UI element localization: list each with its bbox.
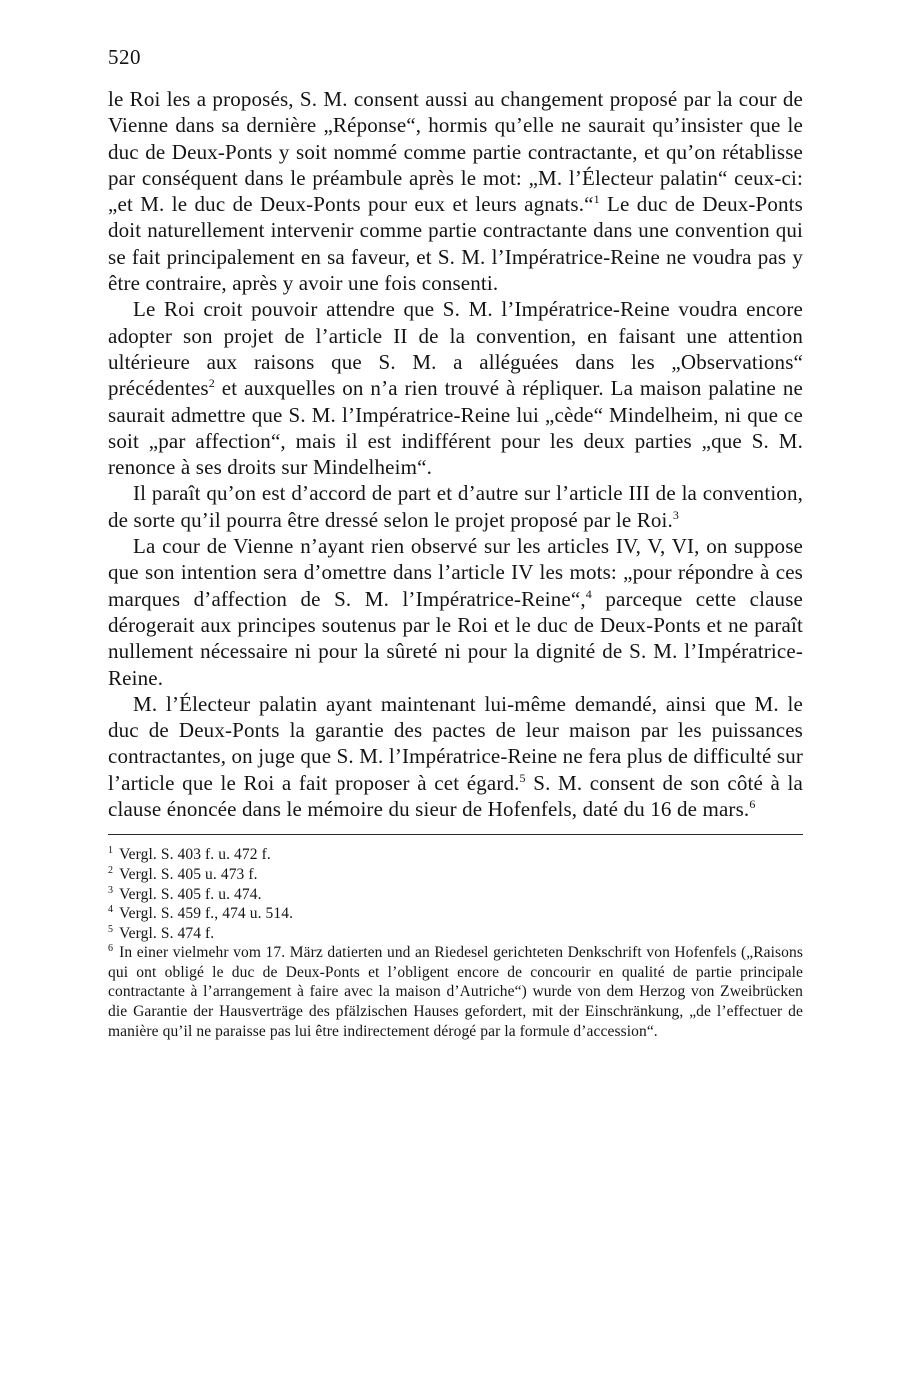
text-segment: S. M. consent de son côté à la clause énoncée dans le mémoire du sieur de Hofenfels, daté du 16 de mars. xyxy=(108,770,803,822)
footnote-text: Vergl. S. 403 f. u. 472 f. xyxy=(119,846,271,864)
footnote xyxy=(108,904,803,924)
footnote-mark: 5 xyxy=(108,923,114,935)
footnote xyxy=(108,943,803,1041)
footnote-ref: 6 xyxy=(749,797,756,812)
footnote-text: Vergl. S. 405 u. 473 f. xyxy=(119,865,258,883)
footnote xyxy=(108,885,803,905)
text-segment: le Roi les a proposés, S. M. consent aussi au changement proposé par la cour de Vienne dans sa dernière „Réponse“, hormis qu’elle ne saurait qu’insister que le duc de Deux-Ponts y soit nommé comme partie contractante, et qu’on rétablisse par conséquent dans le préambule après le mot: „M. l’Électeur palatin“ ceux-ci: „et M. le duc de Deux-Ponts pour eux et leurs agnats.“ xyxy=(108,87,803,217)
page-number: 520 xyxy=(108,45,141,69)
text-segment: Le Roi croit pouvoir attendre que S. M. l’Impératrice-Reine voudra encore adopter son projet de l’article II de la convention, en faisant une attention ultérieure aux raisons que S. M. a alléguées dans les „Observations“ précédentes xyxy=(108,297,803,401)
document-page xyxy=(108,44,803,1041)
footnote xyxy=(108,865,803,885)
footnote-mark: 2 xyxy=(108,864,114,876)
paragraph xyxy=(108,480,803,533)
footnote-text: In einer vielmehr vom 17. März datierten und an Riedesel gerichteten Denkschrift von Hofenfels („Raisons qui ont obligé le duc de Deux-Ponts et l’obligent encore de concourir en qualité de partie principale contractante à l’arrangement à faire avec la maison d’Autriche“) wurde von dem Herzog von Zweibrücken die Garantie der Hausverträge des pfälzischen Hauses gefordert, mit der Einschränkung, „de l’effectuer de manière qu’il ne paraisse pas lui être indirectement dérogé par la formule d’accession“. xyxy=(108,944,803,1040)
footnote xyxy=(108,845,803,865)
footnote-mark: 3 xyxy=(108,884,114,896)
footnote-text: Vergl. S. 474 f. xyxy=(119,924,215,942)
footnote-ref: 2 xyxy=(208,376,215,391)
footnote-text: Vergl. S. 405 f. u. 474. xyxy=(119,885,262,903)
main-text xyxy=(108,86,803,822)
text-segment: et auxquelles on n’a rien trouvé à répliquer. La maison palatine ne saurait admettre que S. M. l’Impératrice-Reine lui „cède“ Mindelheim, ni que ce soit „par affection“, mais il est indifférent pour les deux parties „que S. M. renonce à ses droits sur Mindelheim“. xyxy=(108,376,803,480)
paragraph xyxy=(108,691,803,822)
footnote-mark: 4 xyxy=(108,904,114,916)
footnotes xyxy=(108,845,803,1041)
text-segment: Le duc de Deux-Ponts doit naturellement intervenir comme partie contractante dans une convention qui se fait principalement en sa faveur, et S. M. l’Impératrice-Reine ne voudra pas y être contraire, après y avoir une fois consenti. xyxy=(108,192,803,296)
footnote-mark: 6 xyxy=(108,943,114,955)
footnote-ref: 5 xyxy=(519,770,526,785)
text-segment: M. l’Électeur palatin ayant maintenant lui-même demandé, ainsi que M. le duc de Deux-Ponts la garantie des pactes de leur maison par les puissances contractantes, on juge que S. M. l’Impératrice-Reine ne fera plus de difficulté sur l’article que le Roi a fait proposer à cet égard. xyxy=(108,691,803,795)
footnote-ref: 3 xyxy=(672,507,680,522)
paragraph xyxy=(108,86,803,296)
footnote-mark: 1 xyxy=(108,845,114,857)
footnote xyxy=(108,924,803,944)
paragraph xyxy=(108,296,803,480)
text-segment: parceque cette clause dérogerait aux principes soutenus par le Roi et le duc de Deux-Ponts et ne paraît nullement nécessaire ni pour la sûreté ni pour la dignité de S. M. l’Impératrice-Reine. xyxy=(108,586,803,690)
footnote-ref: 4 xyxy=(585,586,592,601)
text-segment: Il paraît qu’on est d’accord de part et d’autre sur l’article III de la convention, de sorte qu’il pourra être dressé selon le projet proposé par le Roi. xyxy=(108,481,803,532)
text-segment: La cour de Vienne n’ayant rien observé sur les articles IV, V, VI, on suppose que son intention sera d’omettre dans l’article IV les mots: „pour répondre à ces marques d’affection de S. M. l’Impératrice-Reine“, xyxy=(108,534,803,611)
footnote-text: Vergl. S. 459 f., 474 u. 514. xyxy=(119,905,294,923)
footnote-divider xyxy=(108,834,803,835)
footnote-ref: 1 xyxy=(593,192,600,207)
paragraph xyxy=(108,533,803,691)
